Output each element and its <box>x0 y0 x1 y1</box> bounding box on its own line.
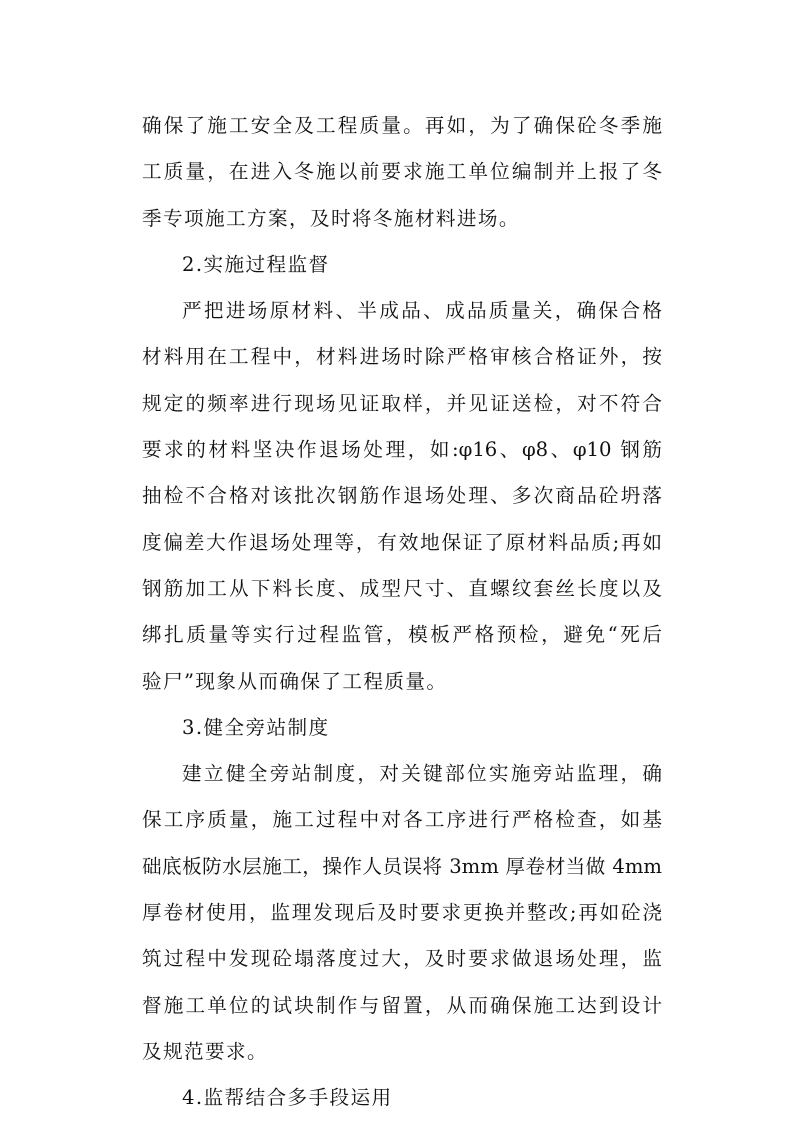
text-line: 季专项施工方案，及时将冬施材料进场。 <box>142 206 520 230</box>
text-line: 保工序质量，施工过程中对各工序进行严格检查，如基 <box>142 808 662 832</box>
section-heading: 3.健全旁站制度 <box>182 715 330 739</box>
text-line: 绑扎质量等实行过程监管，模板严格预检，避免“死后 <box>142 623 662 647</box>
text-line: 工质量，在进入冬施以前要求施工单位编制并上报了冬 <box>142 160 662 184</box>
section-heading: 4.监帮结合多手段运用 <box>182 1086 393 1110</box>
text-line: 抽检不合格对该批次钢筋作退场处理、多次商品砼坍落 <box>142 484 662 508</box>
text-line: 础底板防水层施工，操作人员误将 3mm 厚卷材当做 4mm <box>142 854 662 878</box>
text-line: 确保了施工安全及工程质量。再如，为了确保砼冬季施 <box>142 114 662 137</box>
text-line: 材料用在工程中，材料进场时除严格审核合格证外，按 <box>142 345 662 369</box>
document-body <box>142 103 662 1122</box>
section-heading: 2.实施过程监督 <box>182 252 330 276</box>
text-line: 筑过程中发现砼塌落度过大，及时要求做退场处理，监 <box>142 947 662 971</box>
text-line: 厚卷材使用，监理发现后及时要求更换并整改;再如砼浇 <box>142 901 662 925</box>
text-line: 钢筋加工从下料长度、成型尺寸、直螺纹套丝长度以及 <box>142 576 662 600</box>
paragraph-first-line: 建立健全旁站制度，对关键部位实施旁站监理，确 <box>182 762 662 786</box>
text-line: 度偏差大作退场处理等，有效地保证了原材料品质;再如 <box>142 530 662 554</box>
text-line: 督施工单位的试块制作与留置，从而确保施工达到设计 <box>142 993 662 1017</box>
text-line: 及规范要求。 <box>142 1039 268 1063</box>
text-line: 要求的材料坚决作退场处理，如:φ16、φ8、φ10 钢筋 <box>142 438 662 462</box>
text-line: 规定的频率进行现场见证取样，并见证送检，对不符合 <box>142 391 662 415</box>
paragraph-first-line: 严把进场原材料、半成品、成品质量关，确保合格 <box>182 299 662 323</box>
text-line: 验尸”现象从而确保了工程质量。 <box>142 669 448 693</box>
